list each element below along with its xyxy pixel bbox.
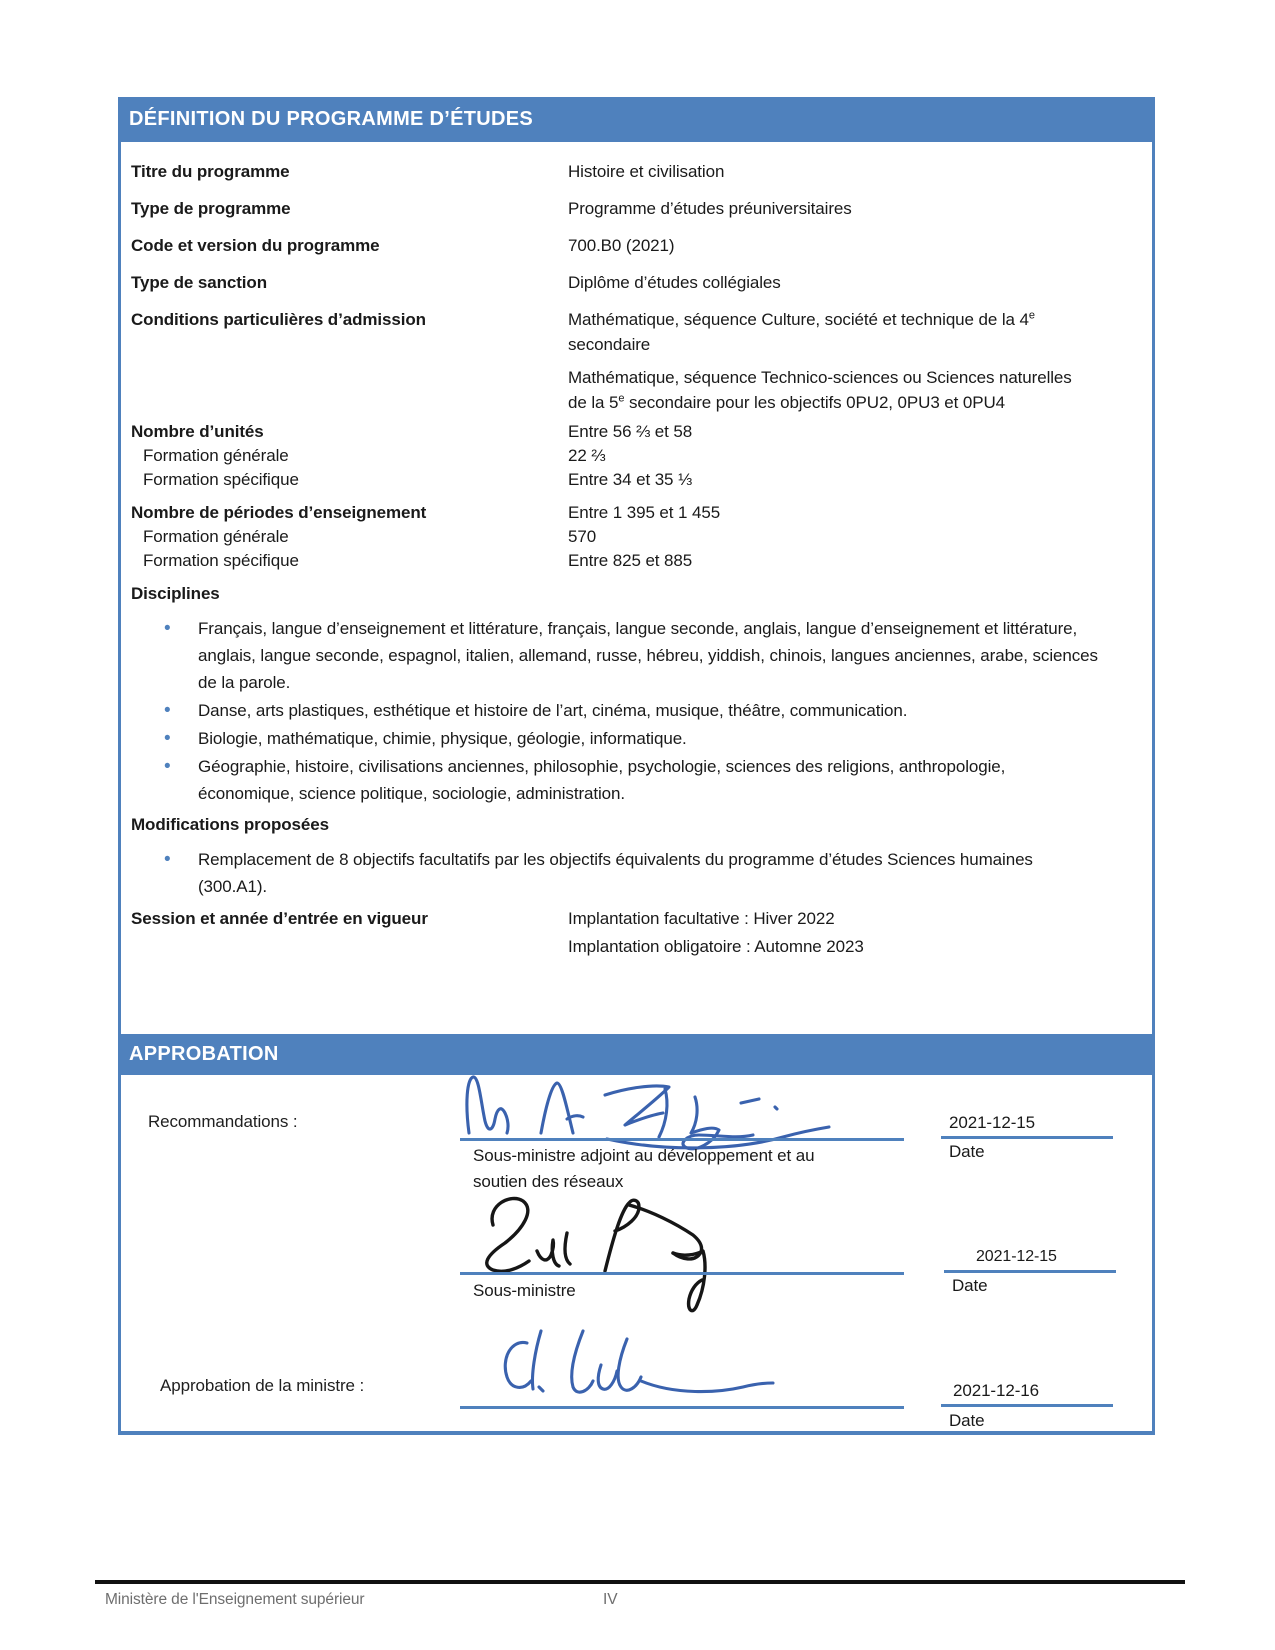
subrow-formation-specifique [131, 549, 1140, 573]
date-line [941, 1136, 1113, 1139]
subrow-value: Entre 825 et 885 [568, 551, 693, 570]
conditions-paragraph-2: Mathématique, séquence Technico-sciences ou Sciences naturelles de la 5e secondaire pour les objectifs 0PU2, 0PU3 et 0PU4 [568, 368, 1072, 412]
signature-line [460, 1406, 904, 1409]
signature-line [460, 1138, 904, 1141]
program-definition-document [118, 97, 1155, 1435]
signature-date: 2021-12-15 [976, 1248, 1057, 1265]
definition-section-header [118, 97, 1155, 142]
field-value: Programme d’études préuniversitaires [568, 199, 852, 218]
definition-section-body [118, 142, 1155, 1034]
field-row-conditions [131, 307, 1140, 415]
field-value: Entre 56 ⅔ et 58 [568, 422, 693, 441]
date-label: Date [952, 1276, 988, 1295]
list-item: • Géographie, histoire, civilisations anciennes, philosophie, psychologie, sciences des religions, anthropologie, économique, science politique, sociologie, administration. [198, 753, 1103, 807]
field-label: Titre du programme [131, 162, 290, 181]
subrow-formation-specifique [131, 468, 1140, 492]
field-value: Diplôme d’études collégiales [568, 273, 781, 292]
field-row-type-programme [131, 196, 1140, 222]
ministre-approval-label: Approbation de la ministre : [160, 1376, 365, 1395]
list-item: • Remplacement de 8 objectifs facultatifs par les objectifs équivalents du programme d’études Sciences humaines (300.A1). [198, 846, 1103, 900]
field-label: Session et année d’entrée en vigueur [131, 909, 428, 928]
subrow-value: 22 ⅔ [568, 446, 606, 465]
field-value [568, 906, 1090, 960]
list-item: • Français, langue d’enseignement et littérature, français, langue seconde, anglais, langue d’enseignement et littérature, anglais, langue seconde, espagnol, italien, allemand, russe, hébreu, yiddish, chinois, langues anciennes, arabe, sciences de la parole. [198, 615, 1103, 696]
modifications-heading: Modifications proposées [131, 815, 329, 834]
conditions-paragraph-1: Mathématique, séquence Culture, société et technique de la 4e secondaire [568, 309, 1035, 354]
field-label: Conditions particulières d’admission [131, 310, 426, 329]
disciplines-heading: Disciplines [131, 584, 220, 603]
field-value: Histoire et civilisation [568, 162, 725, 181]
footer-page-number: IV [603, 1591, 618, 1608]
unites-breakdown [131, 444, 1140, 492]
subrow-label: Formation spécifique [143, 470, 299, 489]
subrow-formation-generale [131, 444, 1140, 468]
recommandations-label: Recommandations : [148, 1112, 298, 1131]
field-row-session [131, 906, 1140, 960]
subrow-label: Formation générale [143, 446, 289, 465]
modifications-list [131, 846, 1140, 900]
list-item: • Danse, arts plastiques, esthétique et histoire de l’art, cinéma, musique, théâtre, communication. [198, 697, 1103, 724]
field-value: 700.B0 (2021) [568, 236, 675, 255]
field-label: Code et version du programme [131, 236, 380, 255]
approbation-section-title: APPROBATION [129, 1043, 279, 1065]
disciplines-list [131, 615, 1140, 807]
footer-ministry-text: Ministère de l'Enseignement supérieur [105, 1591, 365, 1608]
subrow-formation-generale [131, 525, 1140, 549]
date-line [941, 1404, 1113, 1407]
subrow-label: Formation générale [143, 527, 289, 546]
footer-rule [95, 1580, 1185, 1584]
signature-date: 2021-12-15 [949, 1113, 1035, 1132]
field-label: Type de programme [131, 199, 291, 218]
signature-caption: Sous-ministre adjoint au développement et au soutien des réseaux [473, 1146, 815, 1191]
definition-section-title: DÉFINITION DU PROGRAMME D’ÉTUDES [129, 108, 534, 130]
field-row-periodes [131, 500, 1140, 526]
field-value: Entre 1 395 et 1 455 [568, 503, 721, 522]
signature-line [460, 1272, 904, 1275]
approbation-section-body [118, 1075, 1155, 1435]
date-line [944, 1270, 1116, 1273]
date-label: Date [949, 1142, 985, 1161]
list-item: • Biologie, mathématique, chimie, physique, géologie, informatique. [198, 725, 1103, 752]
signature-caption: Sous-ministre [473, 1281, 576, 1300]
superscript: e [1028, 309, 1035, 322]
signature-recommandations [421, 1069, 921, 1141]
field-label: Nombre d’unités [131, 422, 264, 441]
field-row-titre [131, 159, 1140, 185]
subrow-value: Entre 34 et 35 ⅓ [568, 470, 693, 489]
superscript: e [618, 392, 625, 405]
field-row-sanction [131, 270, 1140, 296]
signature-date: 2021-12-16 [953, 1381, 1039, 1400]
field-row-unites [131, 419, 1140, 445]
signature-ministre [471, 1323, 811, 1407]
periodes-breakdown [131, 525, 1140, 573]
field-label: Nombre de périodes d’enseignement [131, 503, 427, 522]
field-label: Type de sanction [131, 273, 268, 292]
date-label: Date [949, 1411, 985, 1430]
session-value-2: Implantation obligatoire : Automne 2023 [568, 937, 864, 956]
subrow-label: Formation spécifique [143, 551, 299, 570]
subrow-value: 570 [568, 527, 597, 546]
field-value [568, 307, 1090, 415]
field-row-code-version [131, 233, 1140, 259]
session-value-1: Implantation facultative : Hiver 2022 [568, 909, 835, 928]
